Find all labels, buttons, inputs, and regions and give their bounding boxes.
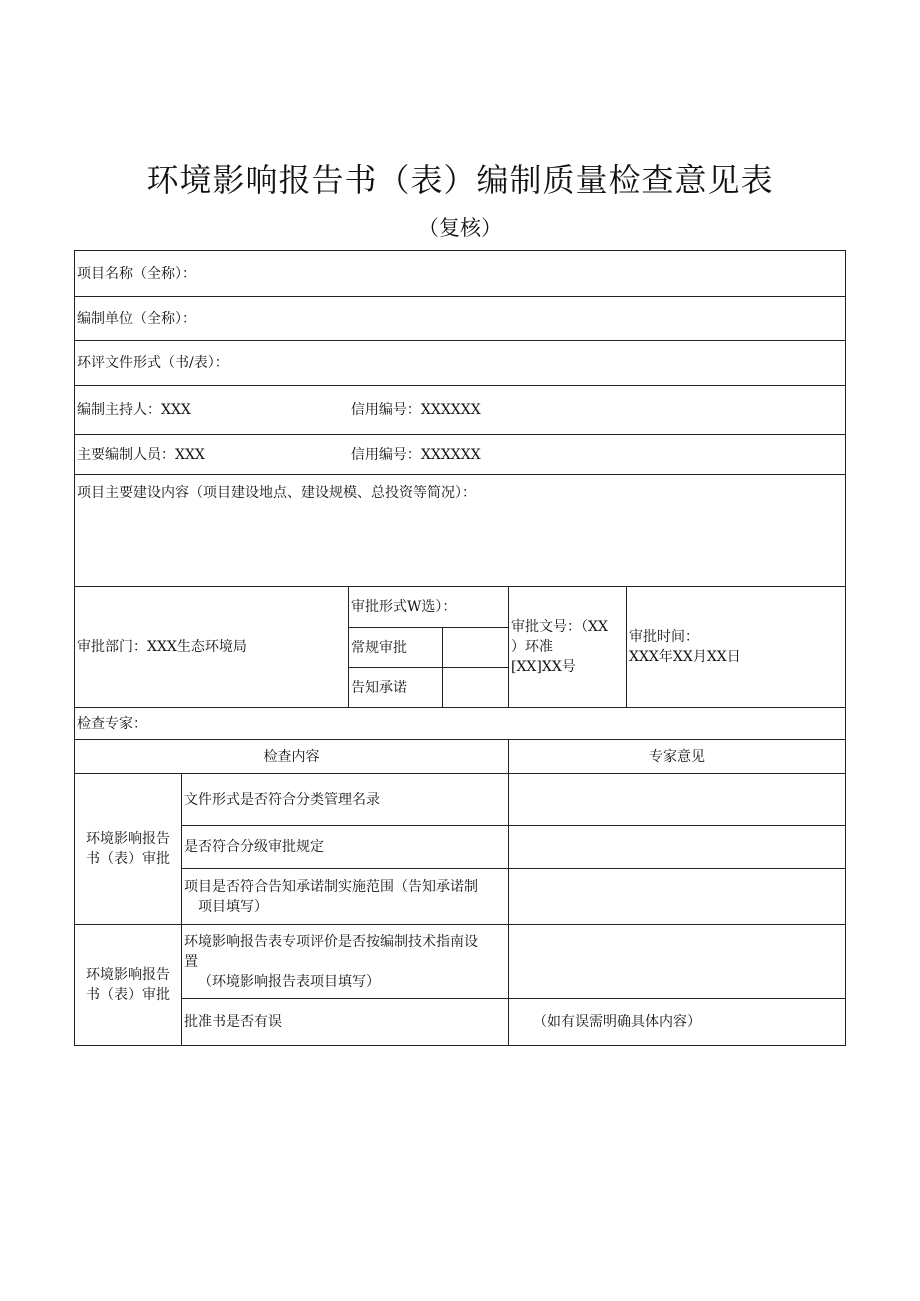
row-main-staff: [75, 435, 846, 475]
check-item-5: 批准书是否有误: [182, 999, 509, 1046]
host-credit-label: 信用编号：XXXXXX: [350, 402, 481, 418]
approval-doc-number: [509, 587, 627, 708]
compiler-unit-field[interactable]: 编制单位（全称）：: [75, 297, 846, 341]
group2-label-line2: 书（表）审批: [86, 987, 170, 1003]
opinion-cell-4[interactable]: [509, 925, 846, 999]
row-host: [75, 386, 846, 435]
group1-label-line1: 环境影响报告: [86, 831, 170, 847]
row-approval-1: [75, 587, 846, 628]
check-item-4-line1: 环境影响报告表专项评价是否按编制技术指南设: [184, 933, 478, 950]
approval-time: [627, 587, 846, 708]
row-experts: [75, 708, 846, 740]
check-item-4-line3: （环境影响报告表项目填写）: [198, 973, 380, 990]
check-item-3: [182, 869, 509, 925]
table-row: [75, 774, 846, 826]
opinion-cell-3[interactable]: [509, 869, 846, 925]
check-item-4-line2: 置: [184, 953, 198, 970]
row-project-name: [75, 251, 846, 297]
main-staff-credit-label: 信用编号：XXXXXX: [350, 446, 481, 463]
header-opinion: 专家意见: [509, 740, 846, 774]
regular-approval-label: 常规审批: [349, 628, 443, 668]
doc-form-field[interactable]: 环评文件形式（书/表）：: [75, 341, 846, 386]
main-staff-field[interactable]: [75, 435, 846, 475]
table-row: [75, 925, 846, 999]
group2-label-line1: 环境影响报告: [86, 967, 170, 983]
regular-approval-checkbox[interactable]: [443, 628, 509, 668]
header-content: 检查内容: [75, 740, 509, 774]
approval-form-label: 审批形式W选）：: [349, 587, 509, 628]
approval-time-label: 审批时间：: [629, 629, 699, 645]
notify-commit-checkbox[interactable]: [443, 668, 509, 708]
check-item-4: [182, 925, 509, 999]
main-staff-label: 主要编制人员：XXX: [77, 446, 205, 463]
opinion-cell-2[interactable]: [509, 826, 846, 869]
page-title: 环境影响报告书（表）编制质量检查意见表: [146, 161, 774, 199]
doc-number-line3: [XX]XX号: [511, 659, 576, 675]
doc-number-line2: ）环准: [511, 639, 553, 655]
row-doc-form: [75, 341, 846, 386]
opinion-cell-1[interactable]: [509, 774, 846, 826]
host-field[interactable]: [75, 386, 846, 435]
table-row: [75, 826, 846, 869]
approval-dept: 审批部门：XXX生态环境局: [75, 587, 349, 708]
project-name-field[interactable]: 项目名称（全称）：: [75, 251, 846, 297]
group2-label: [75, 925, 182, 1046]
host-label: 编制主持人：XXX: [77, 402, 191, 418]
check-item-3-line2: 项目填写）: [198, 898, 268, 915]
table-row: [75, 999, 846, 1046]
inspection-form-table: [74, 250, 846, 1046]
table-row: [75, 869, 846, 925]
group1-label: [75, 774, 182, 925]
construction-field[interactable]: 项目主要建设内容（项目建设地点、建设规模、总投资等简况）：: [75, 475, 846, 587]
check-item-3-line1: 项目是否符合告知承诺制实施范围（告知承诺制: [184, 878, 478, 895]
opinion-hint: （如有误需明确具体内容）: [533, 1014, 701, 1030]
opinion-cell-5[interactable]: [509, 999, 846, 1046]
row-construction: [75, 475, 846, 587]
doc-number-line1: 审批文号：（XX: [511, 619, 608, 635]
page-subtitle: （复核）: [418, 216, 502, 240]
group1-label-line2: 书（表）审批: [86, 851, 170, 867]
row-headers: [75, 740, 846, 774]
notify-commit-label: 告知承诺: [349, 668, 443, 708]
approval-time-value: XXX年XX月XX日: [629, 649, 741, 665]
check-item-2: 是否符合分级审批规定: [182, 826, 509, 869]
check-item-1: 文件形式是否符合分类管理名录: [182, 774, 509, 826]
row-compiler-unit: [75, 297, 846, 341]
experts-field[interactable]: 检查专家：: [75, 708, 846, 740]
